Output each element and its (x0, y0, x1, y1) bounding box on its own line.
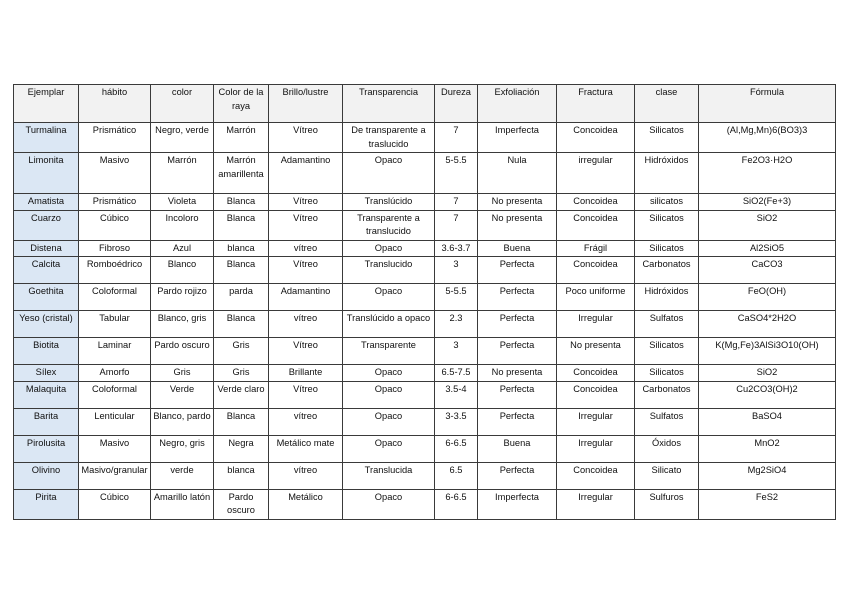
cell-ejemplar: Cuarzo (14, 210, 79, 240)
cell-fractura: No presenta (557, 338, 635, 365)
cell-habito: Coloformal (79, 381, 151, 408)
cell-exfoliacion: Perfecta (478, 284, 557, 311)
cell-clase: Óxidos (635, 435, 699, 462)
cell-color-raya: Blanca (214, 408, 269, 435)
cell-exfoliacion: Perfecta (478, 257, 557, 284)
cell-brillo: Brillante (269, 365, 343, 382)
cell-color-raya: Marrón amarillenta (214, 153, 269, 194)
cell-color: Marrón (151, 153, 214, 194)
cell-dureza: 3-3.5 (435, 408, 478, 435)
cell-habito: Masivo (79, 153, 151, 194)
cell-ejemplar: Distena (14, 240, 79, 257)
cell-color: Gris (151, 365, 214, 382)
cell-habito: Laminar (79, 338, 151, 365)
cell-formula: K(Mg,Fe)3AlSi3O10(OH) (699, 338, 836, 365)
cell-habito: Coloformal (79, 284, 151, 311)
table-row (14, 435, 836, 462)
cell-dureza: 6.5 (435, 462, 478, 489)
cell-color: Incoloro (151, 210, 214, 240)
cell-transparencia: Opaco (343, 381, 435, 408)
table-row (14, 284, 836, 311)
cell-clase: Sulfatos (635, 311, 699, 338)
cell-fractura: irregular (557, 153, 635, 194)
cell-habito: Romboédrico (79, 257, 151, 284)
cell-brillo: Vítreo (269, 338, 343, 365)
cell-ejemplar: Pirolusita (14, 435, 79, 462)
cell-formula: (Al,Mg,Mn)6(BO3)3 (699, 123, 836, 153)
cell-clase: Hidróxidos (635, 284, 699, 311)
cell-transparencia: Opaco (343, 435, 435, 462)
cell-dureza: 6-6.5 (435, 435, 478, 462)
cell-color: verde (151, 462, 214, 489)
cell-dureza: 5-5.5 (435, 153, 478, 194)
header-habito: hábito (79, 85, 151, 123)
cell-exfoliacion: Nula (478, 153, 557, 194)
cell-clase: Silicato (635, 462, 699, 489)
cell-formula: SiO2(Fe+3) (699, 194, 836, 211)
cell-transparencia: Opaco (343, 153, 435, 194)
cell-clase: Silicatos (635, 365, 699, 382)
cell-habito: Masivo (79, 435, 151, 462)
header-ejemplar: Ejemplar (14, 85, 79, 123)
cell-dureza: 3.5-4 (435, 381, 478, 408)
table-row (14, 257, 836, 284)
table-row (14, 194, 836, 211)
cell-brillo: vítreo (269, 311, 343, 338)
cell-dureza: 2.3 (435, 311, 478, 338)
cell-exfoliacion: Perfecta (478, 311, 557, 338)
cell-brillo: Vítreo (269, 194, 343, 211)
cell-brillo: vítreo (269, 408, 343, 435)
cell-exfoliacion: No presenta (478, 365, 557, 382)
cell-fractura: Concoidea (557, 462, 635, 489)
cell-brillo: Vítreo (269, 210, 343, 240)
cell-formula: CaSO4*2H2O (699, 311, 836, 338)
cell-fractura: Poco uniforme (557, 284, 635, 311)
cell-clase: Silicatos (635, 338, 699, 365)
cell-brillo: vítreo (269, 462, 343, 489)
cell-color: Blanco (151, 257, 214, 284)
table-row (14, 210, 836, 240)
cell-ejemplar: Goethita (14, 284, 79, 311)
cell-exfoliacion: Perfecta (478, 381, 557, 408)
cell-habito: Fibroso (79, 240, 151, 257)
cell-fractura: Irregular (557, 311, 635, 338)
cell-dureza: 7 (435, 123, 478, 153)
cell-transparencia: Translucida (343, 462, 435, 489)
cell-habito: Cúbico (79, 210, 151, 240)
cell-habito: Prismático (79, 194, 151, 211)
cell-fractura: Concoidea (557, 210, 635, 240)
cell-dureza: 6-6.5 (435, 489, 478, 519)
cell-transparencia: Translúcido (343, 194, 435, 211)
cell-habito: Prismático (79, 123, 151, 153)
cell-color-raya: Negra (214, 435, 269, 462)
cell-formula: CaCO3 (699, 257, 836, 284)
cell-color-raya: Gris (214, 338, 269, 365)
cell-clase: Silicatos (635, 123, 699, 153)
header-transparencia: Transparencia (343, 85, 435, 123)
cell-clase: Carbonatos (635, 257, 699, 284)
cell-habito: Lenticular (79, 408, 151, 435)
cell-color: Verde (151, 381, 214, 408)
header-formula: Fórmula (699, 85, 836, 123)
cell-exfoliacion: Buena (478, 435, 557, 462)
cell-color-raya: Blanca (214, 210, 269, 240)
table-row (14, 489, 836, 519)
cell-color: Pardo rojizo (151, 284, 214, 311)
cell-color: Azul (151, 240, 214, 257)
cell-fractura: Frágil (557, 240, 635, 257)
cell-fractura: Irregular (557, 489, 635, 519)
cell-habito: Masivo/granular (79, 462, 151, 489)
cell-fractura: Concoidea (557, 194, 635, 211)
cell-ejemplar: Malaquita (14, 381, 79, 408)
cell-transparencia: Opaco (343, 489, 435, 519)
header-color-raya: Color de la raya (214, 85, 269, 123)
cell-brillo: Metálico mate (269, 435, 343, 462)
cell-exfoliacion: Perfecta (478, 408, 557, 435)
cell-transparencia: Translucido (343, 257, 435, 284)
cell-dureza: 3.6-3.7 (435, 240, 478, 257)
table-row (14, 462, 836, 489)
cell-brillo: vítreo (269, 240, 343, 257)
cell-formula: BaSO4 (699, 408, 836, 435)
cell-color-raya: parda (214, 284, 269, 311)
header-fractura: Fractura (557, 85, 635, 123)
cell-color-raya: Blanca (214, 311, 269, 338)
cell-formula: FeS2 (699, 489, 836, 519)
cell-color-raya: Marrón (214, 123, 269, 153)
cell-fractura: Irregular (557, 408, 635, 435)
cell-formula: Cu2CO3(OH)2 (699, 381, 836, 408)
cell-brillo: Adamantino (269, 284, 343, 311)
cell-transparencia: Transparente (343, 338, 435, 365)
cell-transparencia: Opaco (343, 365, 435, 382)
cell-formula: MnO2 (699, 435, 836, 462)
header-color: color (151, 85, 214, 123)
cell-color-raya: Blanca (214, 194, 269, 211)
table-row (14, 408, 836, 435)
cell-habito: Cúbico (79, 489, 151, 519)
cell-color: Amarillo latón (151, 489, 214, 519)
cell-ejemplar: Biotita (14, 338, 79, 365)
table-row (14, 123, 836, 153)
cell-clase: Hidróxidos (635, 153, 699, 194)
cell-ejemplar: Calcita (14, 257, 79, 284)
cell-formula: Al2SiO5 (699, 240, 836, 257)
cell-ejemplar: Yeso (cristal) (14, 311, 79, 338)
header-exfoliacion: Exfoliación (478, 85, 557, 123)
cell-color-raya: Blanca (214, 257, 269, 284)
cell-dureza: 6.5-7.5 (435, 365, 478, 382)
cell-fractura: Concoidea (557, 257, 635, 284)
cell-dureza: 3 (435, 338, 478, 365)
cell-ejemplar: Limonita (14, 153, 79, 194)
cell-ejemplar: Olivino (14, 462, 79, 489)
cell-fractura: Concoidea (557, 123, 635, 153)
cell-exfoliacion: No presenta (478, 194, 557, 211)
cell-brillo: Adamantino (269, 153, 343, 194)
cell-color: Pardo oscuro (151, 338, 214, 365)
cell-fractura: Irregular (557, 435, 635, 462)
table-row (14, 311, 836, 338)
cell-transparencia: Opaco (343, 408, 435, 435)
cell-ejemplar: Turmalina (14, 123, 79, 153)
cell-transparencia: De transparente a traslucido (343, 123, 435, 153)
header-brillo: Brillo/lustre (269, 85, 343, 123)
cell-dureza: 3 (435, 257, 478, 284)
table-row (14, 240, 836, 257)
cell-clase: Sulfuros (635, 489, 699, 519)
cell-clase: Sulfatos (635, 408, 699, 435)
cell-transparencia: Opaco (343, 284, 435, 311)
header-dureza: Dureza (435, 85, 478, 123)
cell-transparencia: Transparente a translucido (343, 210, 435, 240)
table-row (14, 338, 836, 365)
cell-exfoliacion: Imperfecta (478, 123, 557, 153)
table-row (14, 381, 836, 408)
cell-color-raya: Gris (214, 365, 269, 382)
cell-color: Blanco, gris (151, 311, 214, 338)
cell-brillo: Metálico (269, 489, 343, 519)
minerals-table (13, 84, 836, 520)
cell-exfoliacion: Buena (478, 240, 557, 257)
cell-color-raya: blanca (214, 240, 269, 257)
cell-fractura: Concoidea (557, 365, 635, 382)
cell-clase: Carbonatos (635, 381, 699, 408)
cell-brillo: Vítreo (269, 381, 343, 408)
cell-color: Violeta (151, 194, 214, 211)
cell-color: Blanco, pardo (151, 408, 214, 435)
cell-formula: SiO2 (699, 210, 836, 240)
cell-clase: Silicatos (635, 240, 699, 257)
cell-habito: Amorfo (79, 365, 151, 382)
table-row (14, 153, 836, 194)
cell-dureza: 5-5.5 (435, 284, 478, 311)
cell-color: Negro, verde (151, 123, 214, 153)
cell-color-raya: blanca (214, 462, 269, 489)
cell-ejemplar: Pirita (14, 489, 79, 519)
cell-dureza: 7 (435, 194, 478, 211)
cell-clase: silicatos (635, 194, 699, 211)
table-body (14, 123, 836, 520)
cell-formula: FeO(OH) (699, 284, 836, 311)
cell-habito: Tabular (79, 311, 151, 338)
cell-brillo: Vítreo (269, 123, 343, 153)
cell-color-raya: Verde claro (214, 381, 269, 408)
cell-formula: SiO2 (699, 365, 836, 382)
cell-fractura: Concoidea (557, 381, 635, 408)
cell-exfoliacion: Perfecta (478, 338, 557, 365)
cell-color-raya: Pardo oscuro (214, 489, 269, 519)
cell-ejemplar: Barita (14, 408, 79, 435)
cell-ejemplar: Sílex (14, 365, 79, 382)
cell-clase: Silicatos (635, 210, 699, 240)
cell-formula: Mg2SiO4 (699, 462, 836, 489)
cell-exfoliacion: No presenta (478, 210, 557, 240)
cell-formula: Fe2O3·H2O (699, 153, 836, 194)
cell-dureza: 7 (435, 210, 478, 240)
table-row (14, 365, 836, 382)
cell-transparencia: Opaco (343, 240, 435, 257)
cell-color: Negro, gris (151, 435, 214, 462)
cell-exfoliacion: Perfecta (478, 462, 557, 489)
cell-transparencia: Translúcido a opaco (343, 311, 435, 338)
cell-ejemplar: Amatista (14, 194, 79, 211)
header-clase: clase (635, 85, 699, 123)
cell-exfoliacion: Imperfecta (478, 489, 557, 519)
cell-brillo: Vítreo (269, 257, 343, 284)
